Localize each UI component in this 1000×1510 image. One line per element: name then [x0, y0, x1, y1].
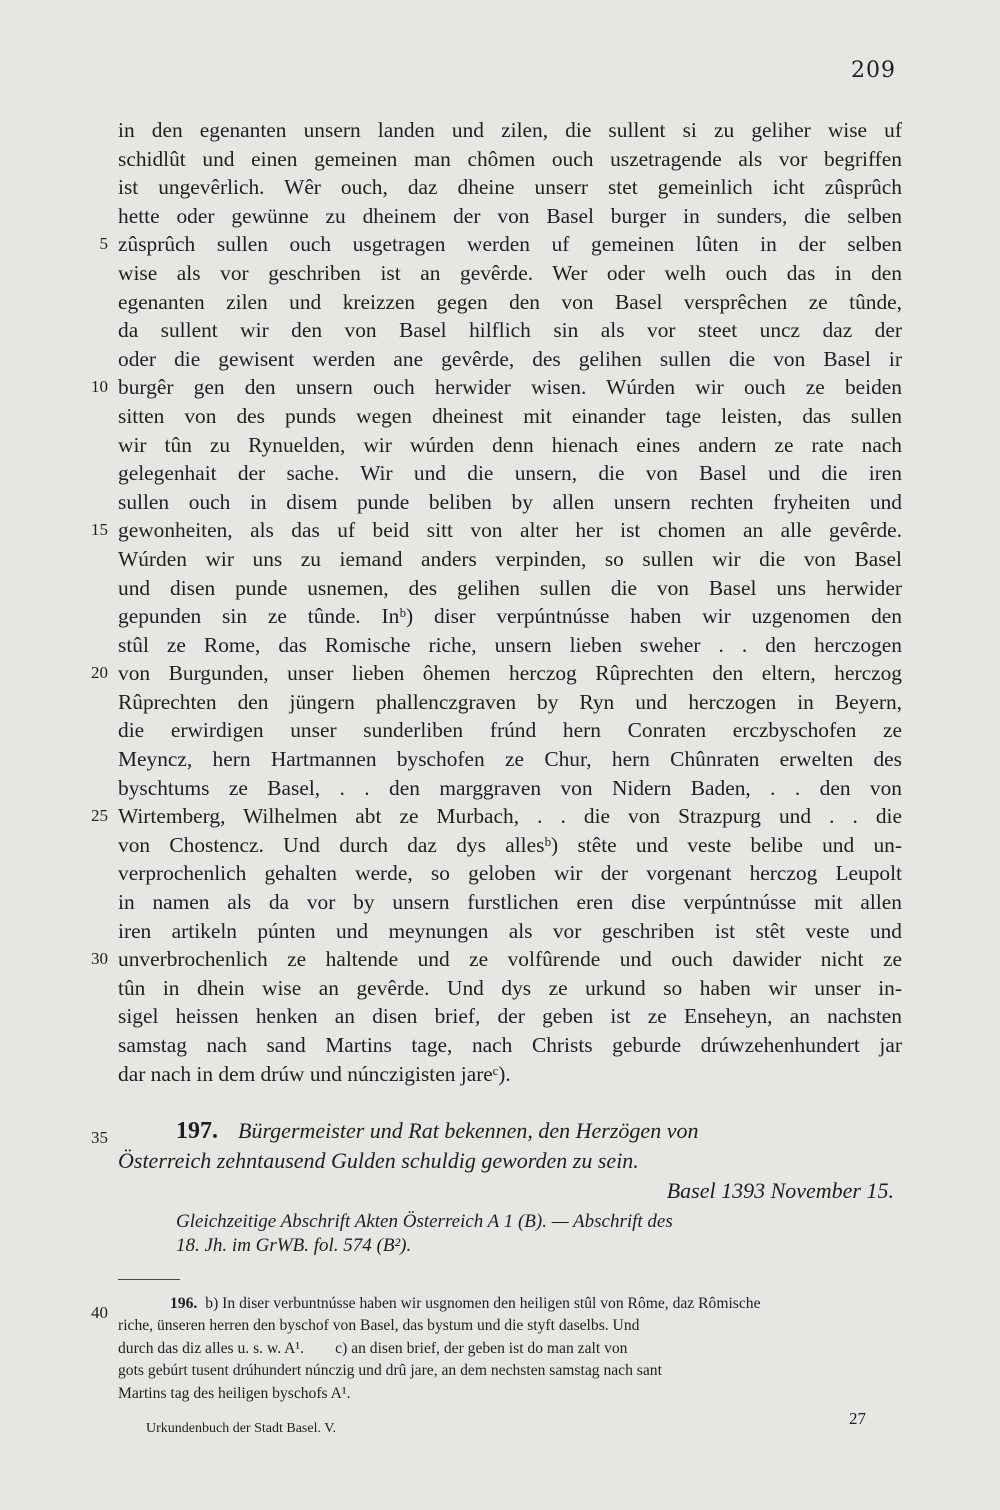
body-line: von Chostencz. Und durch daz dys allesᵇ) stête und veste belibe und un- — [118, 832, 902, 857]
line-number: 25 — [91, 806, 108, 826]
body-line: iren artikeln púnten und meynungen als vor geschriben ist stêt veste und — [118, 918, 902, 943]
line-number: 15 — [91, 520, 108, 540]
body-line: gelegenhait der sache. Wir und die unsern, die von Basel und die iren — [118, 461, 902, 486]
footnote-line4: gots gebúrt tusent drúhundert núnczig und drû jare, an dem nechsten samstag nach sant — [118, 1362, 662, 1380]
body-line: wise als vor geschriben ist an gevêrde. Wer oder welh ouch das in den — [118, 260, 902, 285]
body-line: und disen punde usnemen, des gelihen sullen die von Basel uns herwider — [118, 575, 902, 600]
body-line: Wúrden wir uns zu iemand anders verpinden, so sullen wir die von Basel — [118, 546, 902, 571]
line-number-35: 35 — [91, 1128, 108, 1147]
body-line: oder die gewisent werden ane gevêrde, des gelihen sullen die von Basel ir — [118, 346, 902, 371]
body-line: sitten von des punds wegen dheinest mit einander tage leisten, das sullen — [118, 403, 902, 428]
body-line: zûsprûch sullen ouch usgetragen werden uf gemeinen lûten in der selben — [118, 232, 902, 257]
footnote-line5: Martins tag des heiligen byschofs A¹. — [118, 1384, 351, 1402]
body-line: in den egenanten unsern landen und zilen, die sullent si zu geliher wise uf — [118, 118, 902, 142]
body-line: byschtums ze Basel, . . den marggraven von Nidern Baden, . . den von — [118, 775, 902, 800]
body-line: in namen als da vor by unsern furstlichen eren dise verpúntnússe mit allen — [118, 890, 902, 915]
body-line: samstag nach sand Martins tage, nach Christs geburde drúwzehenhundert jar — [118, 1033, 902, 1057]
footnote-line1: b) In diser verbuntnússe haben wir usgnomen den heiligen stûl von Rôme, daz Rômische — [205, 1295, 761, 1312]
line-number: 10 — [91, 377, 108, 397]
entry-source-line2: 18. Jh. im GrWB. fol. 574 (B²). — [176, 1235, 412, 1256]
body-line: burgêr gen den unsern ouch herwider wisen. Wúrden wir ouch ze beiden — [118, 375, 902, 400]
body-line: Rûprechten den jüngern phallenczgraven by Ryn und herczogen in Beyern, — [118, 689, 902, 714]
footnote-line3: durch das diz alles u. s. w. A¹. c) an disen brief, der geben ist do man zalt von — [118, 1339, 628, 1357]
body-line: verprochenlich gehalten werde, so geloben wir der vorgenant herczog Leupolt — [118, 861, 902, 886]
body-line: sigel heissen henken an disen brief, der geben ist ze Enseheyn, an nachsten — [118, 1004, 902, 1029]
footer — [146, 1409, 866, 1437]
body-line: schidlût und einen gemeinen man chômen ouch uszetragende als vor begriffen — [118, 146, 902, 171]
entry-title-part2: Österreich zehntausend Gulden schuldig geworden zu sein. — [118, 1148, 639, 1173]
body-line: da sullent wir den von Basel hilflich sin als vor steet uncz daz der — [118, 318, 902, 343]
entry-number: 197. — [176, 1118, 218, 1144]
body-line: hette oder gewünne zu dheinem der von Basel burger in sunders, die selben — [118, 203, 902, 228]
page-number: 209 — [851, 58, 896, 83]
body-line: gepunden sin ze tûnde. Inᵇ) diser verpúntnússe haben wir uzgenomen den — [118, 604, 902, 629]
body-line: egenanten zilen und kreizzen gegen den von Basel versprêchen ze tûnde, — [118, 289, 902, 314]
body-line: dar nach in dem drúw und núnczigisten jareᶜ). — [118, 1061, 511, 1086]
body-line: sullen ouch in disem punde beliben by allen unsern rechten fryheiten und — [118, 489, 902, 514]
body-line: gewonheiten, als das uf beid sitt von alter her ist chomen an alle gevêrde. — [118, 518, 902, 543]
entry-source-line1: Gleichzeitige Abschrift Akten Österreich A 1 (B). — Abschrift des — [176, 1211, 673, 1232]
document-body-text — [118, 116, 902, 1088]
body-line: Meyncz, hern Hartmannen byschofen ze Chur, hern Chûnraten erwelten des — [118, 747, 902, 772]
line-number-40: 40 — [91, 1303, 108, 1322]
footnote-line2: riche, ünseren herren den byschof von Basel, das bystum und die styft daselbs. Und — [118, 1317, 640, 1335]
entry-place-date: Basel 1393 November 15. — [666, 1178, 894, 1203]
body-line: die erwirdigen unser sunderliben frúnd hern Conraten erczbyschofen ze — [118, 718, 902, 743]
line-number: 5 — [99, 234, 108, 254]
footnote-ref: 196. — [170, 1295, 198, 1312]
entry-title-part1: Bürgermeister und Rat bekennen, den Herzögen von — [238, 1118, 699, 1143]
signature-mark: 27 — [849, 1409, 866, 1428]
footer-title: Urkundenbuch der Stadt Basel. V. — [146, 1421, 337, 1436]
document-entry-197 — [118, 1116, 914, 1258]
body-line: von Burgunden, unser lieben ôhemen herczog Rûprechten den eltern, herczog — [118, 661, 902, 686]
body-line: stûl ze Rome, das Romische riche, unsern lieben sweher . . den herczogen — [118, 632, 902, 657]
line-number: 30 — [91, 949, 108, 969]
line-number: 20 — [91, 663, 108, 683]
body-line: ist ungevêrlich. Wêr ouch, daz dheine unserr stet gemeinlich icht zûsprûch — [118, 175, 902, 200]
footnotes — [118, 1293, 918, 1405]
body-line: tûn in dhein wise an gevêrde. Und dys ze urkund so haben wir unser in- — [118, 975, 902, 1000]
body-line: wir tûn zu Rynuelden, wir wúrden denn hienach eines andern ze rate nach — [118, 432, 902, 457]
body-line: unverbrochenlich ze haltende und ze volfûrende und ouch dawider nicht ze — [118, 947, 902, 972]
footnote-separator — [118, 1279, 180, 1280]
body-line: Wirtemberg, Wilhelmen abt ze Murbach, . . die von Strazpurg und . . die — [118, 804, 902, 829]
